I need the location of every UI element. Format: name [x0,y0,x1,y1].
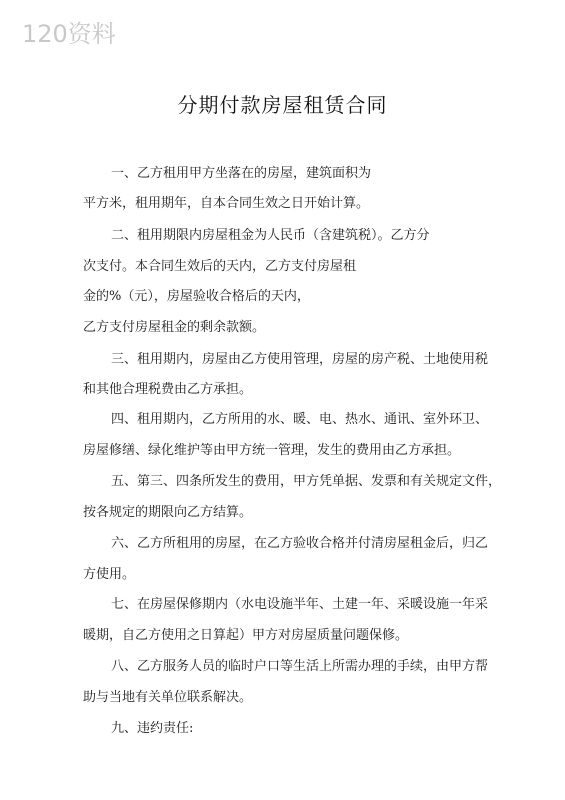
clause-3-line-2: 和其他合理税费由乙方承担。 [83,382,253,397]
clause-4-line-2: 房屋修缮、绿化维护等由甲方统一管理，发生的费用由乙方承担。 [83,443,461,458]
clause-6-line-1: 六、乙方所租用的房屋，在乙方验收合格并付清房屋租金后，归乙 [111,536,489,551]
watermark-logo: 120资料 [22,20,116,48]
clause-8-line-2: 助与当地有关单位联系解决。 [83,690,253,705]
clause-7-line-2: 暖期，自乙方使用之日算起）甲方对房屋质量问题保修。 [83,628,409,643]
clause-9-heading: 九、违约责任: [111,721,194,736]
clause-2-line-2: 次支付。本合同生效后的天内，乙方支付房屋租 [83,259,357,274]
clause-3-line-1: 三、租用期内，房屋由乙方使用管理，房屋的房产税、土地使用税 [111,352,489,367]
clause-8-line-1: 八、乙方服务人员的临时户口等生活上所需办理的手续，由甲方帮 [111,659,489,674]
clause-5-line-2: 按各规定的期限向乙方结算。 [83,505,253,520]
document-title: 分期付款房屋租赁合同 [177,93,388,117]
clause-2-line-4: 乙方支付房屋租金的剩余款额。 [83,320,266,335]
clause-2-line-1: 二、租用期限内房屋租金为人民币（含建筑税）。乙方分 [111,228,430,243]
clause-2-line-3: 金的%（元），房屋验收合格后的天内， [83,289,310,304]
clause-6-line-2: 方使用。 [83,567,136,582]
clause-4-line-1: 四、租用期内，乙方所用的水、暖、电、热水、通讯、室外环卫、 [111,412,489,427]
clause-5-line-1: 五、第三、四条所发生的费用，甲方凭单据、发票和有关规定文件， [111,474,502,489]
clause-1-line-1: 一、乙方租用甲方坐落在的房屋，建筑面积为 [111,166,372,181]
clause-7-line-1: 七、在房屋保修期内（水电设施半年、土建一年、采暖设施一年采 [111,597,489,612]
clause-1-line-2: 平方米，租用期年，自本合同生效之日开始计算。 [83,196,370,211]
